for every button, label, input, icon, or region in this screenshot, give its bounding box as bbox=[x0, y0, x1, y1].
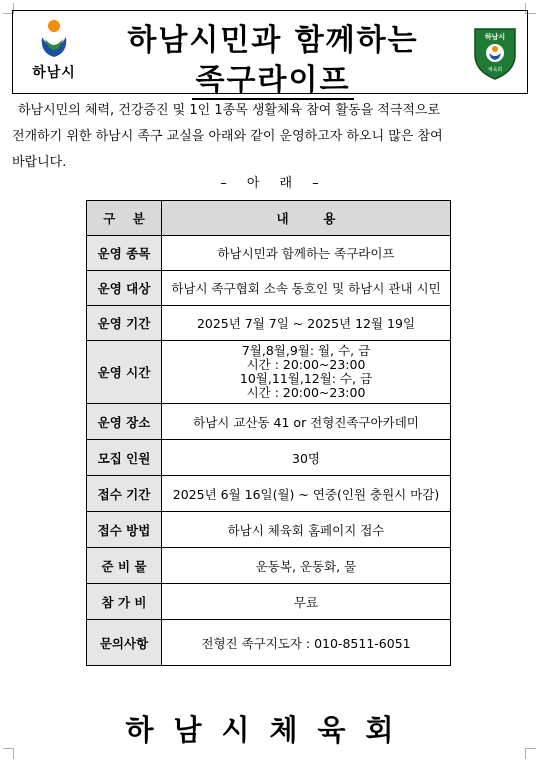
title-line-2 bbox=[103, 55, 443, 99]
schedule-line: 시간 : 20:00~23:00 bbox=[246, 385, 366, 400]
section-heading-arae: – 아 래 – bbox=[220, 176, 319, 191]
row-key: 준 비 물 bbox=[87, 548, 162, 584]
row-key: 문의사항 bbox=[87, 620, 162, 666]
page-corner-mark bbox=[525, 748, 536, 759]
table-row bbox=[87, 512, 451, 548]
table-row bbox=[87, 404, 451, 440]
row-value: 하남시 체육회 홈페이지 접수 bbox=[162, 512, 451, 548]
row-value: 2025년 7월 7일 ~ 2025년 12월 19일 bbox=[162, 306, 451, 341]
table-row bbox=[87, 306, 451, 341]
row-value: 하남시민과 함께하는 족구라이프 bbox=[162, 236, 451, 271]
organization-signature: 하남시체육회 bbox=[125, 713, 414, 747]
row-key: 모집 인원 bbox=[87, 440, 162, 476]
schedule-line: 7월,8월,9월: 월, 수, 금 bbox=[241, 343, 371, 358]
intro-paragraph bbox=[12, 98, 528, 176]
title-line-2-text: 족구라이프 bbox=[192, 63, 355, 100]
table-header-row bbox=[87, 201, 451, 236]
title-line-1: 하남시민과 함께하는 bbox=[127, 23, 419, 58]
intro-line: 하남시민의 체력, 건강증진 및 1인 1종목 생활체육 참여 활동을 적극적으로 bbox=[18, 103, 441, 118]
table-row bbox=[87, 440, 451, 476]
table-row bbox=[87, 236, 451, 271]
row-value: 하남시 교산동 41 or 전형진족구아카데미 bbox=[162, 404, 451, 440]
row-value: 전형진 족구지도자 : 010-8511-6051 bbox=[162, 620, 451, 666]
emblem-bottom-text: 체육회 bbox=[487, 67, 503, 73]
schedule-line: 10월,11월,12월: 수, 금 bbox=[239, 371, 373, 386]
document-header bbox=[12, 10, 528, 98]
intro-line: 바랍니다. bbox=[12, 155, 67, 170]
program-info-table bbox=[86, 200, 451, 666]
table-row bbox=[87, 584, 451, 620]
row-key: 운영 기간 bbox=[87, 306, 162, 341]
row-key: 접수 방법 bbox=[87, 512, 162, 548]
row-value: 무료 bbox=[162, 584, 451, 620]
table-row bbox=[87, 620, 451, 666]
row-key: 참 가 비 bbox=[87, 584, 162, 620]
emblem-top-text: 하남시 bbox=[484, 33, 506, 41]
shield-emblem-icon bbox=[471, 25, 519, 81]
sports-council-emblem bbox=[471, 25, 519, 81]
table-row bbox=[87, 271, 451, 306]
hanam-city-logo bbox=[19, 17, 89, 89]
intro-line: 전개하기 위한 하남시 족구 교실을 아래와 같이 운영하고자 하오니 많은 참여 bbox=[12, 129, 443, 144]
row-value: 2025년 6월 16일(월) ~ 연중(인원 충원시 마감) bbox=[162, 476, 451, 512]
row-key: 운영 종목 bbox=[87, 236, 162, 271]
header-category: 구 분 bbox=[87, 201, 162, 236]
row-value: 운동복, 운동화, 물 bbox=[162, 548, 451, 584]
page-corner-mark bbox=[3, 748, 14, 759]
header-content: 내 용 bbox=[162, 201, 451, 236]
table-row bbox=[87, 476, 451, 512]
city-logo-icon bbox=[34, 17, 74, 61]
row-value: 30명 bbox=[162, 440, 451, 476]
row-key: 운영 대상 bbox=[87, 271, 162, 306]
schedule-line: 시간 : 20:00~23:00 bbox=[246, 357, 366, 372]
row-key: 접수 기간 bbox=[87, 476, 162, 512]
city-logo-label: 하남시 bbox=[32, 65, 76, 81]
row-key: 운영 시간 bbox=[87, 341, 162, 404]
table-row bbox=[87, 341, 451, 404]
row-key: 운영 장소 bbox=[87, 404, 162, 440]
row-value: 하남시 족구협회 소속 동호인 및 하남시 관내 시민 bbox=[162, 271, 451, 306]
row-value-multiline bbox=[162, 341, 451, 404]
table-row bbox=[87, 548, 451, 584]
